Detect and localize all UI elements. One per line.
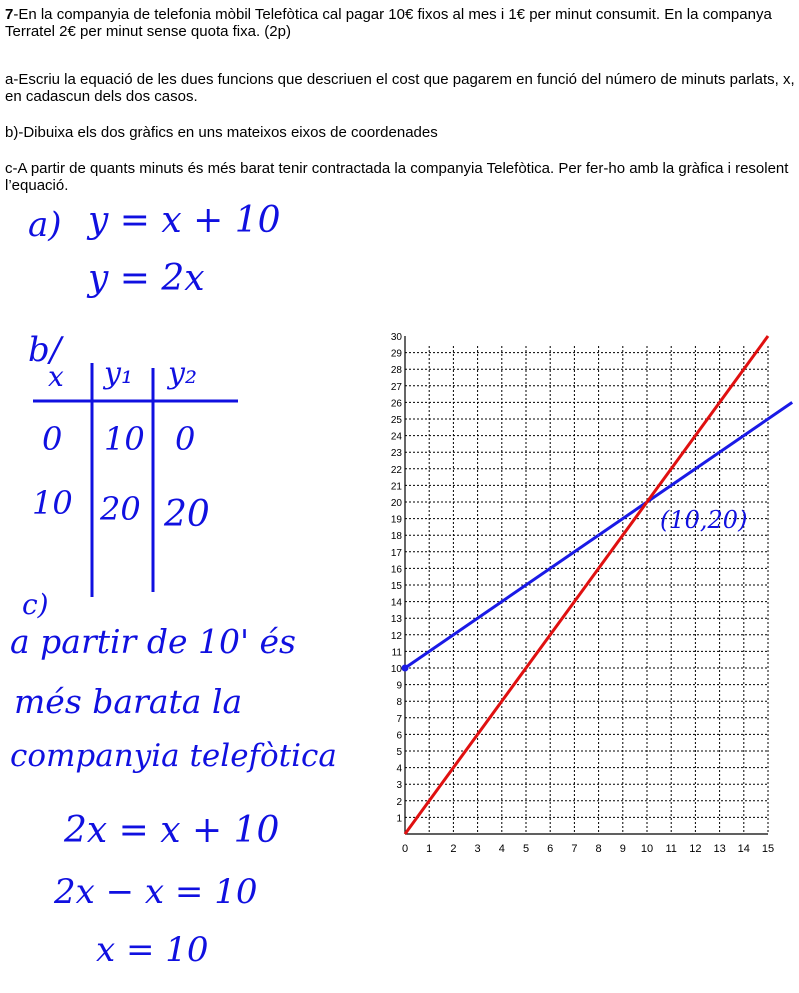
part-c-text: c-A partir de quants minuts és més barat tenir contractada la companyia Telefòtica. Per fer-ho amb la gràfica i resolent l’equació. bbox=[5, 160, 789, 194]
y-tick-label: 17 bbox=[390, 547, 402, 559]
problem-number: 7 bbox=[5, 6, 14, 23]
x-tick-label: 3 bbox=[474, 843, 481, 855]
y-tick-label: 11 bbox=[391, 647, 402, 659]
x-tick-label: 8 bbox=[595, 843, 602, 855]
x-tick-label: 5 bbox=[522, 843, 530, 855]
x-tick-label: 7 bbox=[571, 843, 578, 855]
y-tick-label: 15 bbox=[390, 581, 402, 592]
y-tick-label: 23 bbox=[390, 448, 402, 460]
y-tick-label: 24 bbox=[390, 431, 402, 443]
intersection-label: (10,20) bbox=[660, 506, 748, 534]
y-tick-label: 7 bbox=[396, 713, 402, 725]
y-tick-label: 5 bbox=[396, 747, 402, 758]
y-tick-label: 21 bbox=[390, 481, 402, 493]
y-tick-label: 27 bbox=[390, 381, 402, 393]
y-tick-label: 29 bbox=[390, 348, 402, 360]
x-tick-label: 15 bbox=[761, 843, 775, 855]
hand-c-label: c) bbox=[22, 588, 49, 621]
y-tick-label: 13 bbox=[390, 614, 402, 626]
x-tick-label: 0 bbox=[401, 843, 409, 855]
x-tick-label: 11 bbox=[665, 843, 677, 855]
series-start-point bbox=[402, 665, 409, 672]
table-header-y2: y₂ bbox=[168, 356, 197, 391]
y-tick-label: 3 bbox=[396, 780, 402, 792]
x-tick-label: 9 bbox=[619, 843, 626, 855]
table-cell: 10 bbox=[104, 420, 145, 458]
hand-b-label: b/ bbox=[28, 330, 62, 370]
x-tick-label: 6 bbox=[547, 843, 554, 855]
y-tick-label: 1 bbox=[396, 813, 402, 825]
x-tick-label: 10 bbox=[640, 843, 654, 855]
hand-c-line2: més barata la bbox=[14, 682, 243, 721]
hand-a-eq2: y = 2x bbox=[88, 258, 205, 299]
y-tick-label: 12 bbox=[390, 630, 402, 642]
x-tick-label: 14 bbox=[737, 843, 750, 855]
y-tick-label: 26 bbox=[390, 398, 402, 410]
y-tick-label: 22 bbox=[390, 464, 402, 476]
table-header-y1: y₁ bbox=[104, 356, 133, 391]
hand-c-eq3: x = 10 bbox=[96, 930, 209, 970]
y-tick-label: 18 bbox=[390, 531, 402, 543]
table-cell: 0 bbox=[175, 420, 196, 458]
hand-c-eq1: 2x = x + 10 bbox=[64, 810, 280, 851]
part-a-text: a-Escriu la equació de les dues funcions que descriuen el cost que pagarem en funció del número de minuts parlats, x, en cadascun dels dos casos. bbox=[5, 71, 795, 105]
y-tick-label: 30 bbox=[390, 332, 402, 343]
x-tick-label: 1 bbox=[426, 843, 433, 855]
table-cell: 0 bbox=[42, 420, 63, 458]
table-header-x: x bbox=[48, 360, 64, 393]
y-tick-label: 9 bbox=[396, 680, 402, 692]
y-tick-label: 6 bbox=[396, 730, 402, 742]
y-tick-label: 10 bbox=[390, 664, 402, 675]
y-tick-label: 4 bbox=[396, 763, 402, 775]
hand-c-line1: a partir de 10' és bbox=[10, 622, 296, 661]
y-tick-label: 28 bbox=[390, 365, 402, 377]
table-cell: 20 bbox=[100, 490, 141, 528]
part-b-text: b)-Dibuixa els dos gràfics en uns mateixos eixos de coordenades bbox=[5, 124, 438, 141]
hand-a-eq1: y = x + 10 bbox=[88, 200, 281, 241]
problem-text: -En la companyia de telefonia mòbil Telefòtica cal pagar 10€ fixos al mes i 1€ per minut consumit. En la companya Terratel 2€ per minut sense quota fixa. (2p) bbox=[5, 6, 772, 40]
y-tick-label: 25 bbox=[390, 415, 402, 426]
table-cell: 20 bbox=[164, 494, 210, 535]
x-tick-label: 13 bbox=[713, 843, 726, 855]
hand-a-label: a) bbox=[28, 205, 62, 245]
hand-c-line3: companyia telefòtica bbox=[10, 738, 337, 774]
hand-c-eq2: 2x − x = 10 bbox=[54, 872, 258, 912]
y-tick-label: 19 bbox=[390, 514, 402, 526]
y-tick-label: 14 bbox=[390, 597, 402, 609]
x-tick-label: 12 bbox=[689, 843, 702, 855]
x-tick-label: 4 bbox=[498, 843, 505, 855]
y-tick-label: 16 bbox=[390, 564, 402, 576]
table-cell: 10 bbox=[32, 484, 73, 522]
x-tick-label: 2 bbox=[450, 843, 457, 855]
y-tick-label: 20 bbox=[390, 498, 402, 509]
y-tick-label: 2 bbox=[396, 796, 402, 808]
y-tick-label: 8 bbox=[396, 697, 402, 709]
